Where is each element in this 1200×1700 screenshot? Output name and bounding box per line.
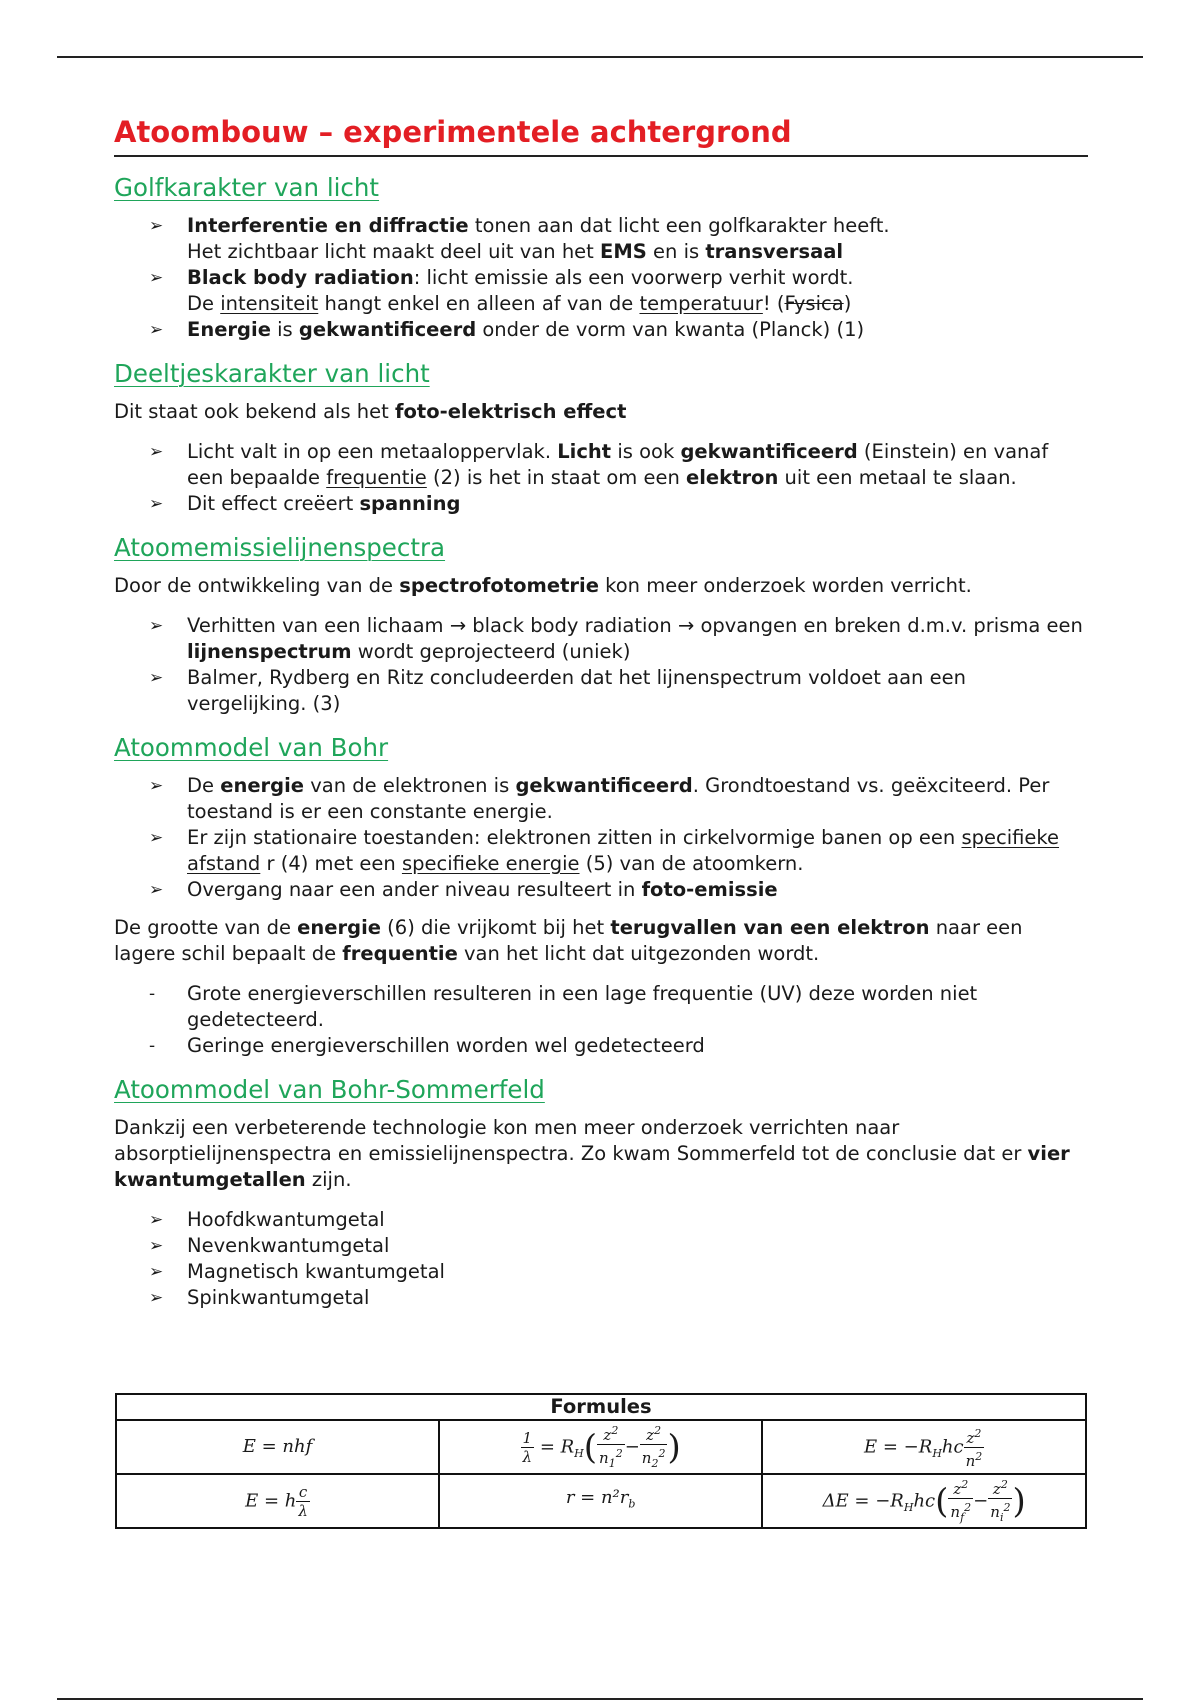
arrow-bullet-icon: ➢ (149, 776, 164, 796)
list-golfkarakter (114, 213, 1089, 343)
fraction: $\frac{z^2}{n_2^2}$ (641, 1423, 666, 1470)
arrow-bullet-icon: ➢ (149, 268, 164, 288)
list-item: ➢ Dit effect creëert spanning (149, 492, 461, 515)
paragraph: Dit staat ook bekend als het foto-elektrisch effect (114, 400, 627, 423)
list-item: ➢ Spinkwantumgetal (149, 1286, 370, 1309)
formula-bohr-energy: E = −R (864, 1436, 933, 1457)
formulas-table (115, 1393, 1087, 1529)
list-item: ➢ Hoofdkwantumgetal (149, 1208, 385, 1231)
fraction: $\frac{z^2}{n^2}$ (965, 1426, 983, 1470)
formula-cell: $r = n^2r_b$ (439, 1474, 762, 1528)
formula-delta-energy: ΔE = −R (822, 1490, 904, 1511)
dash-list-bohr (114, 981, 1089, 1059)
formula-cell (116, 1474, 439, 1528)
heading-atoomemissielijnenspectra: Atoomemissielijnenspectra (114, 533, 446, 562)
fraction: $\frac{1}{\lambda}$ (522, 1428, 533, 1466)
arrow-bullet-icon: ➢ (149, 616, 164, 636)
fraction: $\frac{z^2}{n_1^2}$ (599, 1423, 623, 1470)
dash-bullet: - (149, 984, 156, 1004)
list-item: - Geringe energieverschillen worden wel gedetecteerd (149, 1034, 705, 1057)
formula-cell: $\frac{1}{\lambda}$ = $R_H$( $\frac{z^2}{n_1^2}$ − $\frac{z^2}{n_2^2}$ ) (439, 1420, 762, 1474)
paragraph: Door de ontwikkeling van de spectrofotometrie kon meer onderzoek worden verricht. (114, 574, 972, 597)
arrow-bullet-icon: ➢ (149, 1262, 164, 1282)
fraction: $\frac{c}{\lambda}$ (298, 1482, 308, 1520)
list-deeltjeskarakter (114, 439, 1089, 517)
arrow-bullet-icon: ➢ (149, 1210, 164, 1230)
list-item: ➢ Energie is gekwantificeerd onder de vorm van kwanta (Planck) (1) (149, 318, 865, 341)
list-item: ➢ Licht valt in op een metaaloppervlak. Licht is ook gekwantificeerd (Einstein) en vanaf een bepaalde frequentie (2) is het in staat om een elektron uit een metaal te slaan. (149, 440, 1049, 489)
arrow-bullet-icon: ➢ (149, 320, 164, 340)
arrow-bullet-icon: ➢ (149, 880, 164, 900)
arrow-bullet-icon: ➢ (149, 494, 164, 514)
fraction: $\frac{z^2}{n_f^2}$ (950, 1477, 972, 1524)
paragraph: Dankzij een verbeterende technologie kon men meer onderzoek verrichten naar absorptielijnenspectra en emissielijnenspectra. Zo kwam Sommerfeld tot de conclusie dat er vier kwantumgetallen zijn. (114, 1116, 1070, 1191)
formula-cell: $\Delta E = -R_Hhc$( $\frac{z^2}{n_f^2}$ − $\frac{z^2}{n_i^2}$ ) (762, 1474, 1086, 1528)
formula-cell: $E = -R_Hhc$ $\frac{z^2}{n^2}$ (762, 1420, 1086, 1474)
list-kwantumgetallen (114, 1207, 1089, 1311)
arrow-bullet-icon: ➢ (149, 1236, 164, 1256)
heading-golfkarakter: Golfkarakter van licht (114, 173, 380, 202)
arrow-bullet-icon: ➢ (149, 442, 164, 462)
list-item: ➢ Magnetisch kwantumgetal (149, 1260, 445, 1283)
list-item: ➢ Balmer, Rydberg en Ritz concludeerden dat het lijnenspectrum voldoet aan een vergelijking. (3) (149, 666, 966, 715)
list-item: ➢ Er zijn stationaire toestanden: elektronen zitten in cirkelvormige banen op een specifieke afstand r (4) met een specifieke energie (5) van de atoomkern. (149, 826, 1060, 875)
heading-deeltjeskarakter: Deeltjeskarakter van licht (114, 359, 430, 388)
arrow-bullet-icon: ➢ (149, 216, 164, 236)
arrow-bullet-icon: ➢ (149, 828, 164, 848)
formulas-header: Formules (116, 1394, 1086, 1420)
list-item: ➢ Nevenkwantumgetal (149, 1234, 390, 1257)
list-atoomemissie (114, 613, 1089, 717)
formula-planck-wavelength: E = h (245, 1490, 297, 1511)
page-title: Atoombouw – experimentele achtergrond (114, 112, 1088, 157)
heading-bohr-sommerfeld: Atoommodel van Bohr-Sommerfeld (114, 1075, 545, 1104)
list-item: ➢ Interferentie en diffractie tonen aan dat licht een golfkarakter heeft. Het zichtbaar licht maakt deel uit van het EMS en is transversaal (149, 214, 890, 263)
list-item: ➢ Overgang naar een ander niveau resulteert in foto-emissie (149, 878, 778, 901)
list-bohr (114, 773, 1089, 903)
arrow-bullet-icon: ➢ (149, 1288, 164, 1308)
list-item: ➢ Black body radiation: licht emissie als een voorwerp verhit wordt. De intensiteit hangt enkel en alleen af van de temperatuur! (Fysica) (149, 266, 854, 315)
list-item: ➢ De energie van de elektronen is gekwantificeerd. Grondtoestand vs. geëxciteerd. Per toestand is er een constante energie. (149, 774, 1050, 823)
paragraph: De grootte van de energie (6) die vrijkomt bij het terugvallen van een elektron naar een lagere schil bepaalt de frequentie van het licht dat uitgezonden wordt. (114, 916, 1023, 965)
fraction: $\frac{z^2}{n_i^2}$ (990, 1477, 1011, 1524)
top-rule (57, 56, 1143, 58)
formula-radius: r = n²r (565, 1486, 629, 1508)
document-body (114, 112, 1089, 1311)
formula-rydberg: = R (539, 1436, 575, 1457)
list-item: ➢ Verhitten van een lichaam → black body radiation → opvangen en breken d.m.v. prisma een lijnenspectrum wordt geprojecteerd (uniek) (149, 614, 1083, 663)
list-item: - Grote energieverschillen resulteren in een lage frequentie (UV) deze worden niet gedetecteerd. (149, 982, 978, 1031)
dash-bullet: - (149, 1036, 156, 1056)
formula-energy-photon: E = nhf (242, 1436, 313, 1457)
arrow-bullet-icon: ➢ (149, 668, 164, 688)
formula-cell (116, 1420, 439, 1474)
heading-bohr: Atoommodel van Bohr (114, 733, 389, 762)
